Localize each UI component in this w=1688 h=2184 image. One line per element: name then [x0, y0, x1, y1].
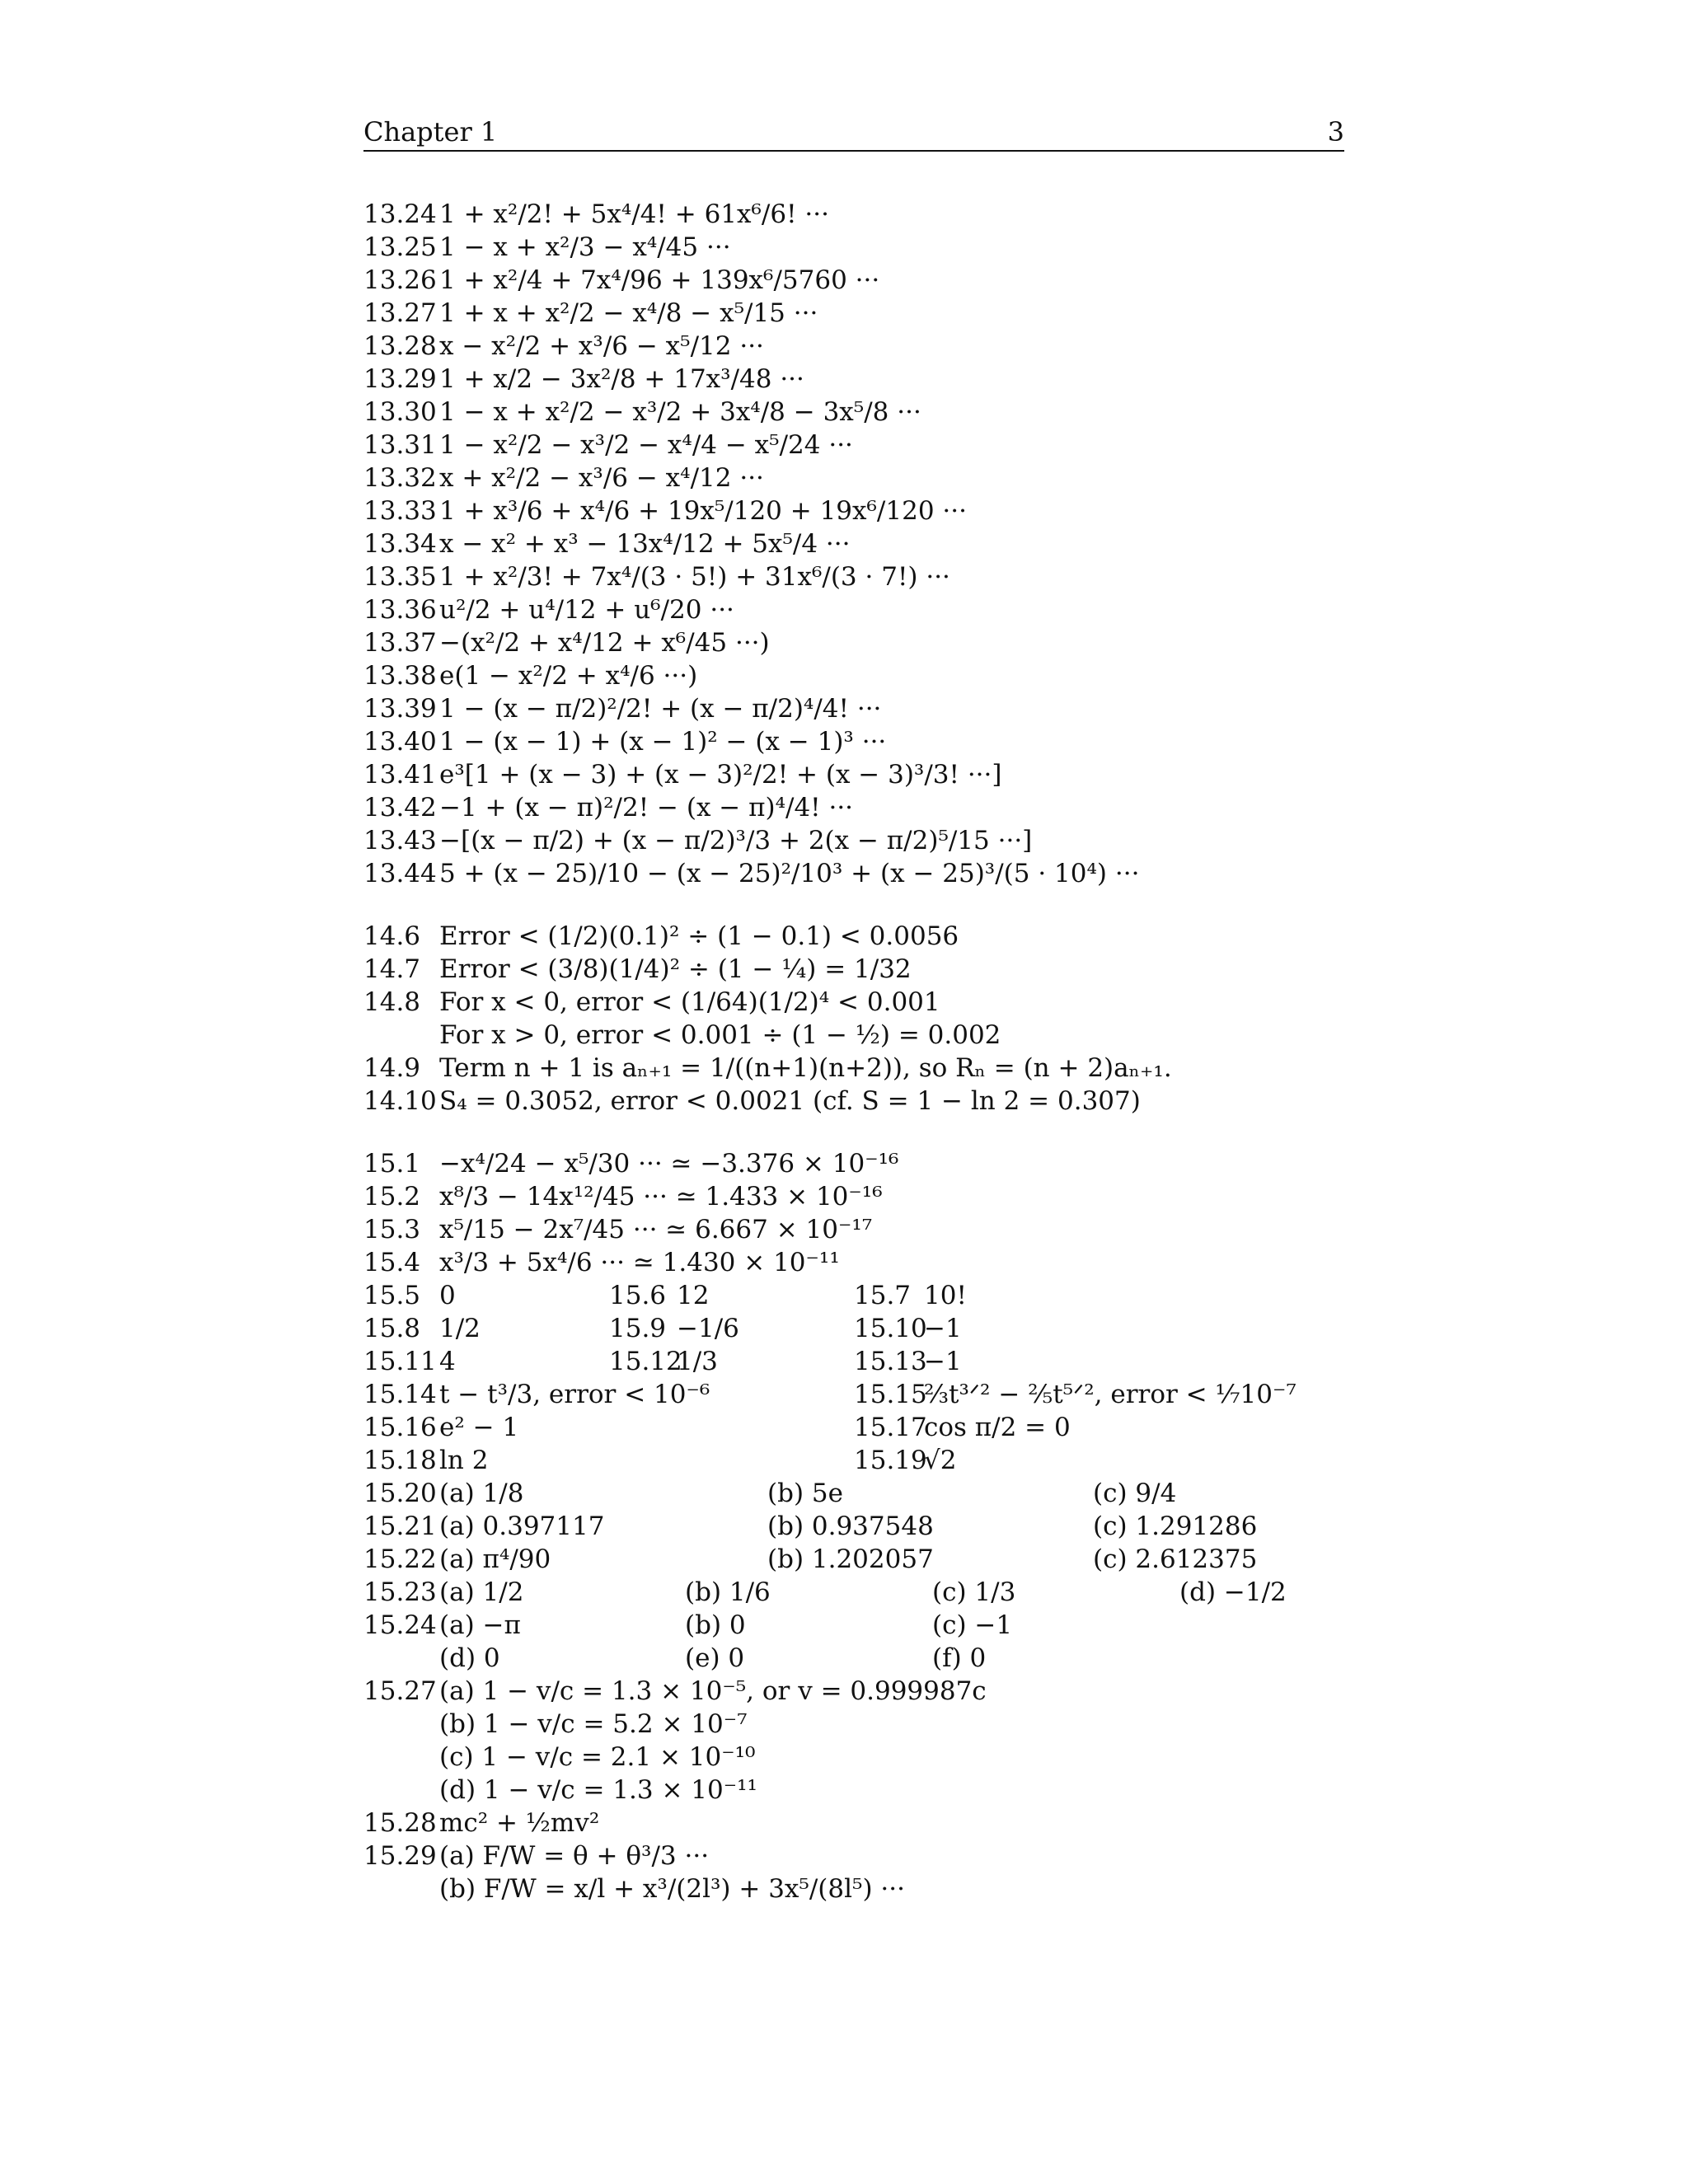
answer-text: 1 − (x − 1) + (x − 1)² − (x − 1)³ ···: [439, 727, 887, 757]
answer-text: For x < 0, error < (1/64)(1/2)⁴ < 0.001: [439, 987, 940, 1017]
answer-row: [363, 1147, 1353, 1180]
answer-part-a: (a) π⁴/90: [439, 1544, 551, 1574]
answer-text: (b) F/W = x/l + x³/(2l³) + 3x⁵/(8l⁵) ···: [439, 1874, 905, 1904]
answer-text: ⅔t³ᐟ² − ⅖t⁵ᐟ², error < ⅐10⁻⁷: [924, 1380, 1296, 1409]
answer-text: 1 + x²/3! + 7x⁴/(3 · 5!) + 31x⁶/(3 · 7!) ···: [439, 562, 950, 592]
answer-row: [363, 264, 1353, 297]
answer-row: [363, 1246, 1353, 1279]
section-14-answers: [363, 920, 1353, 1118]
answer-number: 13.43: [363, 826, 437, 855]
answer-text: (b) 1 − v/c = 5.2 × 10⁻⁷: [439, 1709, 748, 1739]
answer-number: 15.2: [363, 1182, 421, 1212]
answer-row: [363, 725, 1353, 758]
answer-part-d: (d) −1/2: [1179, 1577, 1287, 1607]
answer-number: 15.28: [363, 1808, 437, 1838]
answer-row: [363, 462, 1353, 494]
answer-text: 1 − x + x²/3 − x⁴/45 ···: [439, 232, 731, 262]
answer-row: [363, 231, 1353, 264]
answer-number: 15.29: [363, 1841, 437, 1871]
answer-part-b: (b) 0: [685, 1610, 746, 1640]
answer-row: [363, 330, 1353, 363]
answer-row: [363, 626, 1353, 659]
answer-number: 15.16: [363, 1413, 437, 1442]
answer-text: −1: [924, 1347, 962, 1376]
answer-number: 15.13: [854, 1347, 927, 1376]
answer-part-b: (b) 5e: [767, 1479, 843, 1508]
answer-row: [363, 986, 1353, 1019]
answer-number: 15.27: [363, 1676, 437, 1706]
answer-row: [363, 1675, 1353, 1708]
answer-row: [363, 659, 1353, 692]
answer-row: [363, 494, 1353, 527]
answer-text: Term n + 1 is aₙ₊₁ = 1/((n+1)(n+2)), so Rₙ = (n + 2)aₙ₊₁.: [439, 1053, 1172, 1083]
answer-text: −x⁴/24 − x⁵/30 ··· ≃ −3.376 × 10⁻¹⁶: [439, 1149, 899, 1179]
answer-text: 1/2: [439, 1314, 481, 1343]
answer-part-c: (c) −1: [932, 1610, 1013, 1640]
answer-row: [363, 791, 1353, 824]
answer-number: 15.6: [609, 1281, 667, 1310]
answer-text: mc² + ½mv²: [439, 1808, 600, 1838]
answer-number: 15.23: [363, 1577, 437, 1607]
answer-text: e³[1 + (x − 3) + (x − 3)²/2! + (x − 3)³/3! ···]: [439, 760, 1002, 790]
answer-part-a: (a) 1/2: [439, 1577, 524, 1607]
answer-text: x⁵/15 − 2x⁷/45 ··· ≃ 6.667 × 10⁻¹⁷: [439, 1215, 873, 1244]
answer-number: 14.9: [363, 1053, 421, 1083]
answer-text: 10!: [924, 1281, 967, 1310]
answer-row-triple: [363, 1279, 1353, 1312]
answer-row: [363, 1840, 1353, 1872]
answer-number: 15.3: [363, 1215, 421, 1244]
answer-part-c: (c) 1.291286: [1093, 1511, 1258, 1541]
answer-row: [363, 1708, 1353, 1741]
answer-row: [363, 824, 1353, 857]
answer-number: 13.27: [363, 298, 437, 328]
answer-number: 15.22: [363, 1544, 437, 1574]
answer-row-abc: [363, 1477, 1353, 1510]
answer-text: −1 + (x − π)²/2! − (x − π)⁴/4! ···: [439, 793, 854, 823]
answer-part-c: (c) 2.612375: [1093, 1544, 1258, 1574]
answer-number: 15.17: [854, 1413, 927, 1442]
answer-number: 14.10: [363, 1086, 437, 1116]
answer-row: [363, 1872, 1353, 1905]
answer-number: 14.8: [363, 987, 421, 1017]
answer-row: [363, 198, 1353, 231]
answer-number: 15.18: [363, 1446, 437, 1475]
answer-number: 15.7: [854, 1281, 912, 1310]
answer-text: 1 + x³/6 + x⁴/6 + 19x⁵/120 + 19x⁶/120 ···: [439, 496, 967, 526]
answer-row: [363, 1085, 1353, 1118]
answer-text: ln 2: [439, 1446, 489, 1475]
answer-row: [363, 692, 1353, 725]
answer-number: 15.10: [854, 1314, 927, 1343]
answer-number: 15.12: [609, 1347, 682, 1376]
answer-row: [363, 758, 1353, 791]
answer-number: 15.5: [363, 1281, 421, 1310]
answer-number: 13.29: [363, 364, 437, 394]
answer-number: 15.14: [363, 1380, 437, 1409]
answer-row: [363, 363, 1353, 396]
answer-part-a: (a) −π: [439, 1610, 521, 1640]
answer-number: 15.11: [363, 1347, 437, 1376]
answer-row: [363, 1019, 1353, 1052]
answer-number: 13.40: [363, 727, 437, 757]
answer-number: 13.41: [363, 760, 437, 790]
answer-number: 13.39: [363, 694, 437, 724]
answer-row-abc: [363, 1543, 1353, 1576]
answer-row: [363, 1213, 1353, 1246]
answer-number: 13.38: [363, 661, 437, 691]
answer-number: 13.31: [363, 430, 437, 460]
answer-text: 1 − x + x²/2 − x³/2 + 3x⁴/8 − 3x⁵/8 ···: [439, 397, 921, 427]
answer-number: 13.35: [363, 562, 437, 592]
answer-number: 13.42: [363, 793, 437, 823]
answer-row: [363, 297, 1353, 330]
answer-part-a: (a) 0.397117: [439, 1511, 605, 1541]
answer-number: 15.9: [609, 1314, 667, 1343]
answer-row: [363, 920, 1353, 953]
answer-row-abc: [363, 1510, 1353, 1543]
answer-text: 0: [439, 1281, 456, 1310]
answer-text: x⁸/3 − 14x¹²/45 ··· ≃ 1.433 × 10⁻¹⁶: [439, 1182, 883, 1212]
answer-row-abcd: [363, 1609, 1353, 1642]
answer-number: 15.19: [854, 1446, 927, 1475]
answer-text: −[(x − π/2) + (x − π/2)³/3 + 2(x − π/2)⁵/15 ···]: [439, 826, 1033, 855]
answer-number: 13.34: [363, 529, 437, 559]
answer-text: Error < (1/2)(0.1)² ÷ (1 − 0.1) < 0.0056: [439, 921, 959, 951]
answer-number: 13.36: [363, 595, 437, 625]
answer-row-pair: [363, 1444, 1353, 1477]
answer-text: e(1 − x²/2 + x⁴/6 ···): [439, 661, 698, 691]
page-number: 3: [1327, 116, 1344, 148]
answer-text: 1 + x²/2! + 5x⁴/4! + 61x⁶/6! ···: [439, 199, 829, 229]
answer-number: 15.4: [363, 1248, 421, 1277]
answer-text: (c) 1 − v/c = 2.1 × 10⁻¹⁰: [439, 1742, 756, 1772]
answer-number: 13.44: [363, 859, 437, 888]
answer-number: 13.30: [363, 397, 437, 427]
answer-text: 4: [439, 1347, 456, 1376]
answer-text: For x > 0, error < 0.001 ÷ (1 − ½) = 0.002: [439, 1020, 1001, 1050]
answer-part-b: (b) 1/6: [685, 1577, 771, 1607]
answer-text: (d) 1 − v/c = 1.3 × 10⁻¹¹: [439, 1775, 757, 1805]
answer-row-pair: [363, 1378, 1353, 1411]
answer-number: 13.25: [363, 232, 437, 262]
answer-number: 15.20: [363, 1479, 437, 1508]
answer-text: (a) 1 − v/c = 1.3 × 10⁻⁵, or v = 0.999987c: [439, 1676, 987, 1706]
answer-text: 1 + x²/4 + 7x⁴/96 + 139x⁶/5760 ···: [439, 265, 880, 295]
answer-text: −1/6: [677, 1314, 739, 1343]
answer-number: 13.26: [363, 265, 437, 295]
answer-row-abcd: [363, 1576, 1353, 1609]
answer-row-triple: [363, 1345, 1353, 1378]
answer-number: 14.7: [363, 954, 421, 984]
answer-text: x³/3 + 5x⁴/6 ··· ≃ 1.430 × 10⁻¹¹: [439, 1248, 840, 1277]
answer-list: [363, 198, 1353, 1905]
answer-row: [363, 1052, 1353, 1085]
answer-text: 1 + x + x²/2 − x⁴/8 − x⁵/15 ···: [439, 298, 818, 328]
answer-row-pair: [363, 1411, 1353, 1444]
page-header: [363, 114, 1344, 152]
answer-row: [363, 857, 1353, 890]
answer-text: √2: [924, 1446, 957, 1475]
answer-number: 14.6: [363, 921, 421, 951]
answer-row: [363, 953, 1353, 986]
section-15-answers: [363, 1147, 1353, 1905]
answer-row: [363, 1180, 1353, 1213]
answer-part-a: (a) 1/8: [439, 1479, 524, 1508]
answer-text: Error < (3/8)(1/4)² ÷ (1 − ¼) = 1/32: [439, 954, 912, 984]
answer-number: 13.32: [363, 463, 437, 493]
answer-part-b: (b) 1.202057: [767, 1544, 934, 1574]
answer-number: 15.15: [854, 1380, 927, 1409]
answer-row: [363, 1807, 1353, 1840]
answer-part-c: (c) 1/3: [932, 1577, 1016, 1607]
answer-text: −1: [924, 1314, 962, 1343]
answer-text: u²/2 + u⁴/12 + u⁶/20 ···: [439, 595, 734, 625]
answer-text: e² − 1: [439, 1413, 519, 1442]
answer-text: x − x² + x³ − 13x⁴/12 + 5x⁵/4 ···: [439, 529, 851, 559]
answer-text: cos π/2 = 0: [924, 1413, 1071, 1442]
answer-part-a: (d) 0: [439, 1643, 500, 1673]
answer-text: 1/3: [677, 1347, 718, 1376]
answer-part-c: (f) 0: [932, 1643, 987, 1673]
section-13-answers: [363, 198, 1353, 890]
answer-row: [363, 593, 1353, 626]
answer-text: 1 + x/2 − 3x²/8 + 17x³/48 ···: [439, 364, 804, 394]
answer-text: t − t³/3, error < 10⁻⁶: [439, 1380, 710, 1409]
answer-number: 13.28: [363, 331, 437, 361]
chapter-title: Chapter 1: [363, 116, 498, 148]
answer-number: 13.33: [363, 496, 437, 526]
answer-number: 13.37: [363, 628, 437, 658]
answer-row: [363, 429, 1353, 462]
answer-text: S₄ = 0.3052, error < 0.0021 (cf. S = 1 − ln 2 = 0.307): [439, 1086, 1141, 1116]
answer-text: 1 − x²/2 − x³/2 − x⁴/4 − x⁵/24 ···: [439, 430, 853, 460]
answer-part-c: (c) 9/4: [1093, 1479, 1177, 1508]
answer-row: [363, 1741, 1353, 1774]
answer-number: 15.21: [363, 1511, 437, 1541]
answer-text: x + x²/2 − x³/6 − x⁴/12 ···: [439, 463, 764, 493]
answer-row-triple: [363, 1312, 1353, 1345]
answer-text: 5 + (x − 25)/10 − (x − 25)²/10³ + (x − 25)³/(5 · 10⁴) ···: [439, 859, 1140, 888]
answer-number: 13.24: [363, 199, 437, 229]
answer-number: 15.1: [363, 1149, 421, 1179]
answer-row: [363, 527, 1353, 560]
answer-row: [363, 560, 1353, 593]
answer-text: (a) F/W = θ + θ³/3 ···: [439, 1841, 710, 1871]
answer-row-abcd: [363, 1642, 1353, 1675]
answer-text: 12: [677, 1281, 710, 1310]
answer-row: [363, 396, 1353, 429]
answer-number: 15.8: [363, 1314, 421, 1343]
answer-part-b: (e) 0: [685, 1643, 745, 1673]
answer-part-b: (b) 0.937548: [767, 1511, 934, 1541]
answer-text: 1 − (x − π/2)²/2! + (x − π/2)⁴/4! ···: [439, 694, 882, 724]
answer-number: 15.24: [363, 1610, 437, 1640]
answer-text: x − x²/2 + x³/6 − x⁵/12 ···: [439, 331, 764, 361]
answer-row: [363, 1774, 1353, 1807]
answer-text: −(x²/2 + x⁴/12 + x⁶/45 ···): [439, 628, 770, 658]
